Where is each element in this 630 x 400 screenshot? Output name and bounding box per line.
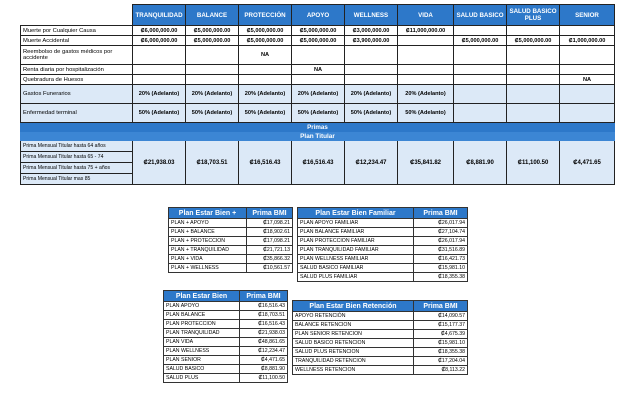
- table-row: [298, 237, 468, 246]
- premium-label: Prima Mensual Titular mas 85: [21, 174, 133, 185]
- plan-header: VIDA: [398, 5, 454, 26]
- cell: 20% (Adelanto): [239, 85, 292, 104]
- cell: [398, 46, 454, 65]
- table-row: [164, 365, 288, 374]
- plan-name: PLAN VIDA: [164, 338, 240, 347]
- premium-label: Prima Mensual Titular hasta 64 años: [21, 141, 133, 152]
- plan-header: WELLNESS: [345, 5, 398, 26]
- cell: [454, 104, 507, 123]
- prima-value: ₡8,881.90: [240, 365, 288, 374]
- cell: NA: [292, 65, 345, 75]
- plan-name: BALANCE RETENCION: [293, 321, 414, 330]
- plan-header: BALANCE: [186, 5, 239, 26]
- plan-header: SALUD BASICO PLUS: [507, 5, 560, 26]
- row-label: Gastos Funerarios: [21, 85, 133, 104]
- cell: 50% (Adelanto): [345, 104, 398, 123]
- premium-row: [21, 141, 615, 152]
- premium-value: ₡8,881.90: [454, 141, 507, 185]
- prima-value: ₡18,355.38: [414, 273, 468, 282]
- prima-value: ₡10,561.57: [247, 264, 293, 273]
- cell: [507, 104, 560, 123]
- cell: [292, 75, 345, 85]
- column-header: Plan Estar Bien Familiar: [298, 208, 414, 219]
- prima-value: ₡17,098.21: [247, 237, 293, 246]
- cell: NA: [560, 75, 615, 85]
- cell: [560, 85, 615, 104]
- cell: ₡6,000,000.00: [133, 26, 186, 36]
- cell: [398, 75, 454, 85]
- row-label: Muerte Accidental: [21, 36, 133, 46]
- primas-label: Primas: [21, 123, 615, 132]
- plan-name: PLAN + APOYO: [169, 219, 247, 228]
- row-label: Quebradura de Huesos: [21, 75, 133, 85]
- plan-name: PLAN TRANQUILIDAD FAMILIAR: [298, 246, 414, 255]
- cell: [345, 46, 398, 65]
- cell: [454, 75, 507, 85]
- cell: 20% (Adelanto): [186, 85, 239, 104]
- plan-titular-label: Plan Titular: [21, 132, 615, 141]
- cell: [454, 26, 507, 36]
- premium-value: ₡18,703.51: [186, 141, 239, 185]
- cell: ₡5,000,000.00: [186, 26, 239, 36]
- prima-value: ₡26,017.94: [414, 237, 468, 246]
- table-row: [21, 65, 615, 75]
- cell: 50% (Adelanto): [133, 104, 186, 123]
- plan-name: SALUD PLUS: [164, 374, 240, 383]
- prima-value: ₡18,703.51: [240, 311, 288, 320]
- cell: [454, 65, 507, 75]
- cell: [560, 65, 615, 75]
- table-row: [21, 104, 615, 123]
- plan-name: SALUD PLUS FAMILIAR: [298, 273, 414, 282]
- prima-value: ₡26,017.94: [414, 219, 468, 228]
- cell: ₡3,000,000.00: [345, 26, 398, 36]
- plan-name: SALUD BASICO: [164, 365, 240, 374]
- plan-header: TRANQUILIDAD: [133, 5, 186, 26]
- plan-name: PLAN + BALANCE: [169, 228, 247, 237]
- table-row: [293, 321, 468, 330]
- table-row: [164, 338, 288, 347]
- table-row: [169, 246, 293, 255]
- premium-value: ₡11,100.50: [507, 141, 560, 185]
- table-row: [164, 302, 288, 311]
- prima-value: ₡35,866.32: [247, 255, 293, 264]
- cell: [133, 75, 186, 85]
- column-header: Plan Estar Bien: [164, 291, 240, 302]
- premium-value: ₡21,938.03: [133, 141, 186, 185]
- cell: [345, 65, 398, 75]
- table-row: [164, 374, 288, 383]
- cell: [560, 104, 615, 123]
- prima-value: ₡14,090.57: [414, 312, 468, 321]
- row-label: Muerte por Cualquier Causa: [21, 26, 133, 36]
- plan-name: PLAN PROTECCION FAMILIAR: [298, 237, 414, 246]
- cell: ₡1,000,000.00: [560, 36, 615, 46]
- cell: 50% (Adelanto): [292, 104, 345, 123]
- column-header: Prima BMI: [414, 301, 468, 312]
- cell: [454, 46, 507, 65]
- table-row: [169, 228, 293, 237]
- plan-name: SALUD BASICO RETENCION: [293, 339, 414, 348]
- prima-value: ₡16,421.73: [414, 255, 468, 264]
- table-row: [298, 219, 468, 228]
- cell: 50% (Adelanto): [398, 104, 454, 123]
- cell: [560, 26, 615, 36]
- prima-value: ₡8,113.22: [414, 366, 468, 375]
- table-row: [293, 330, 468, 339]
- cell: [507, 26, 560, 36]
- table-row: [169, 264, 293, 273]
- prima-value: ₡48,861.65: [240, 338, 288, 347]
- column-header: Prima BMI: [414, 208, 468, 219]
- prima-value: ₡4,675.39: [414, 330, 468, 339]
- cell: [507, 46, 560, 65]
- table-row: [164, 347, 288, 356]
- premium-value: ₡12,234.47: [345, 141, 398, 185]
- cell: NA: [239, 46, 292, 65]
- prima-value: ₡18,355.38: [414, 348, 468, 357]
- plan-estar-bien-familiar-table: [297, 207, 468, 282]
- table-row: [298, 255, 468, 264]
- table-row: [164, 320, 288, 329]
- cell: 20% (Adelanto): [345, 85, 398, 104]
- cell: [186, 46, 239, 65]
- cell: 50% (Adelanto): [239, 104, 292, 123]
- cell: ₡5,000,000.00: [507, 36, 560, 46]
- cell: ₡5,000,000.00: [454, 36, 507, 46]
- cell: 50% (Adelanto): [186, 104, 239, 123]
- cell: [186, 75, 239, 85]
- plan-name: PLAN + TRANQUILIDAD: [169, 246, 247, 255]
- plan-name: PLAN APOYO: [164, 302, 240, 311]
- row-label: Enfermedad terminal: [21, 104, 133, 123]
- table-row: [298, 264, 468, 273]
- prima-value: ₡21,721.13: [247, 246, 293, 255]
- benefits-table: [20, 4, 615, 185]
- cell: [345, 75, 398, 85]
- table-row: [293, 312, 468, 321]
- plan-name: PLAN APOYO FAMILIAR: [298, 219, 414, 228]
- table-row: [169, 237, 293, 246]
- plan-estar-bien-retencion-table: [292, 300, 468, 375]
- plan-estar-bien-plus-table: [168, 207, 293, 273]
- plan-name: WELLNESS RETENCION: [293, 366, 414, 375]
- row-label: Reembolso de gastos médicos por accidente: [21, 46, 133, 65]
- premium-value: ₡16,516.43: [239, 141, 292, 185]
- cell: [292, 46, 345, 65]
- prima-value: ₡15,177.37: [414, 321, 468, 330]
- cell: ₡5,000,000.00: [292, 26, 345, 36]
- plan-estar-bien-table: [163, 290, 288, 383]
- prima-value: ₡31,516.89: [414, 246, 468, 255]
- prima-value: ₡16,516.43: [240, 302, 288, 311]
- plan-name: SALUD BASICO FAMILIAR: [298, 264, 414, 273]
- column-header: Prima BMI: [240, 291, 288, 302]
- plan-header: APOYO: [292, 5, 345, 26]
- premium-value: ₡35,841.82: [398, 141, 454, 185]
- plan-header: SALUD BASICO: [454, 5, 507, 26]
- plan-name: PLAN SENIOR RETENCION: [293, 330, 414, 339]
- table-row: [298, 228, 468, 237]
- table-row: [298, 246, 468, 255]
- plan-name: PLAN + VIDA: [169, 255, 247, 264]
- table-row: [293, 339, 468, 348]
- prima-value: ₡27,104.74: [414, 228, 468, 237]
- prima-value: ₡16,516.43: [240, 320, 288, 329]
- cell: ₡5,000,000.00: [186, 36, 239, 46]
- table-row: [169, 219, 293, 228]
- cell: ₡6,000,000.00: [133, 36, 186, 46]
- plan-name: PLAN TRANQUILIDAD: [164, 329, 240, 338]
- table-row: [21, 26, 615, 36]
- premium-label: Prima Mensual Titular hasta 65 - 74: [21, 152, 133, 163]
- plan-header-row: [21, 5, 615, 26]
- prima-value: ₡4,471.65: [240, 356, 288, 365]
- table-row: [298, 273, 468, 282]
- table-row: [293, 357, 468, 366]
- prima-value: ₡15,981.10: [414, 264, 468, 273]
- table-row: [164, 311, 288, 320]
- cell: [507, 85, 560, 104]
- table-row: [164, 329, 288, 338]
- plan-name: PLAN BALANCE FAMILIAR: [298, 228, 414, 237]
- plan-name: PLAN BALANCE: [164, 311, 240, 320]
- cell: [507, 75, 560, 85]
- prima-value: ₡21,938.03: [240, 329, 288, 338]
- plan-titular-band: [21, 132, 615, 141]
- plan-header: PROTECCIÓN: [239, 5, 292, 26]
- table-row: [21, 36, 615, 46]
- table-row: [21, 46, 615, 65]
- cell: ₡11,000,000.00: [398, 26, 454, 36]
- column-header: Prima BMI: [247, 208, 293, 219]
- cell: ₡5,000,000.00: [239, 26, 292, 36]
- plan-header: SENIOR: [560, 5, 615, 26]
- premium-value: ₡4,471.65: [560, 141, 615, 185]
- plan-name: PLAN + PROTECCION: [169, 237, 247, 246]
- cell: [239, 65, 292, 75]
- cell: [454, 85, 507, 104]
- cell: [560, 46, 615, 65]
- cell: [507, 65, 560, 75]
- cell: 20% (Adelanto): [133, 85, 186, 104]
- prima-value: ₡11,100.50: [240, 374, 288, 383]
- plan-name: PLAN WELLNESS: [164, 347, 240, 356]
- cell: ₡5,000,000.00: [239, 36, 292, 46]
- cell: [398, 65, 454, 75]
- table-row: [169, 255, 293, 264]
- corner-cell: [21, 5, 133, 26]
- plan-name: PLAN SENIOR: [164, 356, 240, 365]
- plan-name: TRANQUILIDAD RETENCION: [293, 357, 414, 366]
- cell: [398, 36, 454, 46]
- cell: ₡3,900,000.00: [345, 36, 398, 46]
- cell: [133, 46, 186, 65]
- cell: ₡5,000,000.00: [292, 36, 345, 46]
- prima-value: ₡15,981.10: [414, 339, 468, 348]
- primas-band: [21, 123, 615, 132]
- plan-name: PLAN + WELLNESS: [169, 264, 247, 273]
- cell: [239, 75, 292, 85]
- cell: 20% (Adelanto): [398, 85, 454, 104]
- plan-name: APOYO RETENCIÓN: [293, 312, 414, 321]
- prima-value: ₡12,234.47: [240, 347, 288, 356]
- plan-name: PLAN WELLNESS FAMILIAR: [298, 255, 414, 264]
- table-row: [164, 356, 288, 365]
- table-row: [293, 348, 468, 357]
- table-row: [293, 366, 468, 375]
- column-header: Plan Estar Bien +: [169, 208, 247, 219]
- plan-name: PLAN PROTECCION: [164, 320, 240, 329]
- cell: [186, 65, 239, 75]
- row-label: Renta diaria por hospitalización: [21, 65, 133, 75]
- plan-name: SALUD PLUS RETENCION: [293, 348, 414, 357]
- table-row: [21, 75, 615, 85]
- prima-value: ₡17,098.21: [247, 219, 293, 228]
- premium-label: Prima Mensual Titular hasta 75 + años: [21, 163, 133, 174]
- column-header: Plan Estar Bien Retención: [293, 301, 414, 312]
- prima-value: ₡18,902.61: [247, 228, 293, 237]
- prima-value: ₡17,204.04: [414, 357, 468, 366]
- premium-value: ₡16,516.43: [292, 141, 345, 185]
- cell: 20% (Adelanto): [292, 85, 345, 104]
- table-row: [21, 85, 615, 104]
- cell: [133, 65, 186, 75]
